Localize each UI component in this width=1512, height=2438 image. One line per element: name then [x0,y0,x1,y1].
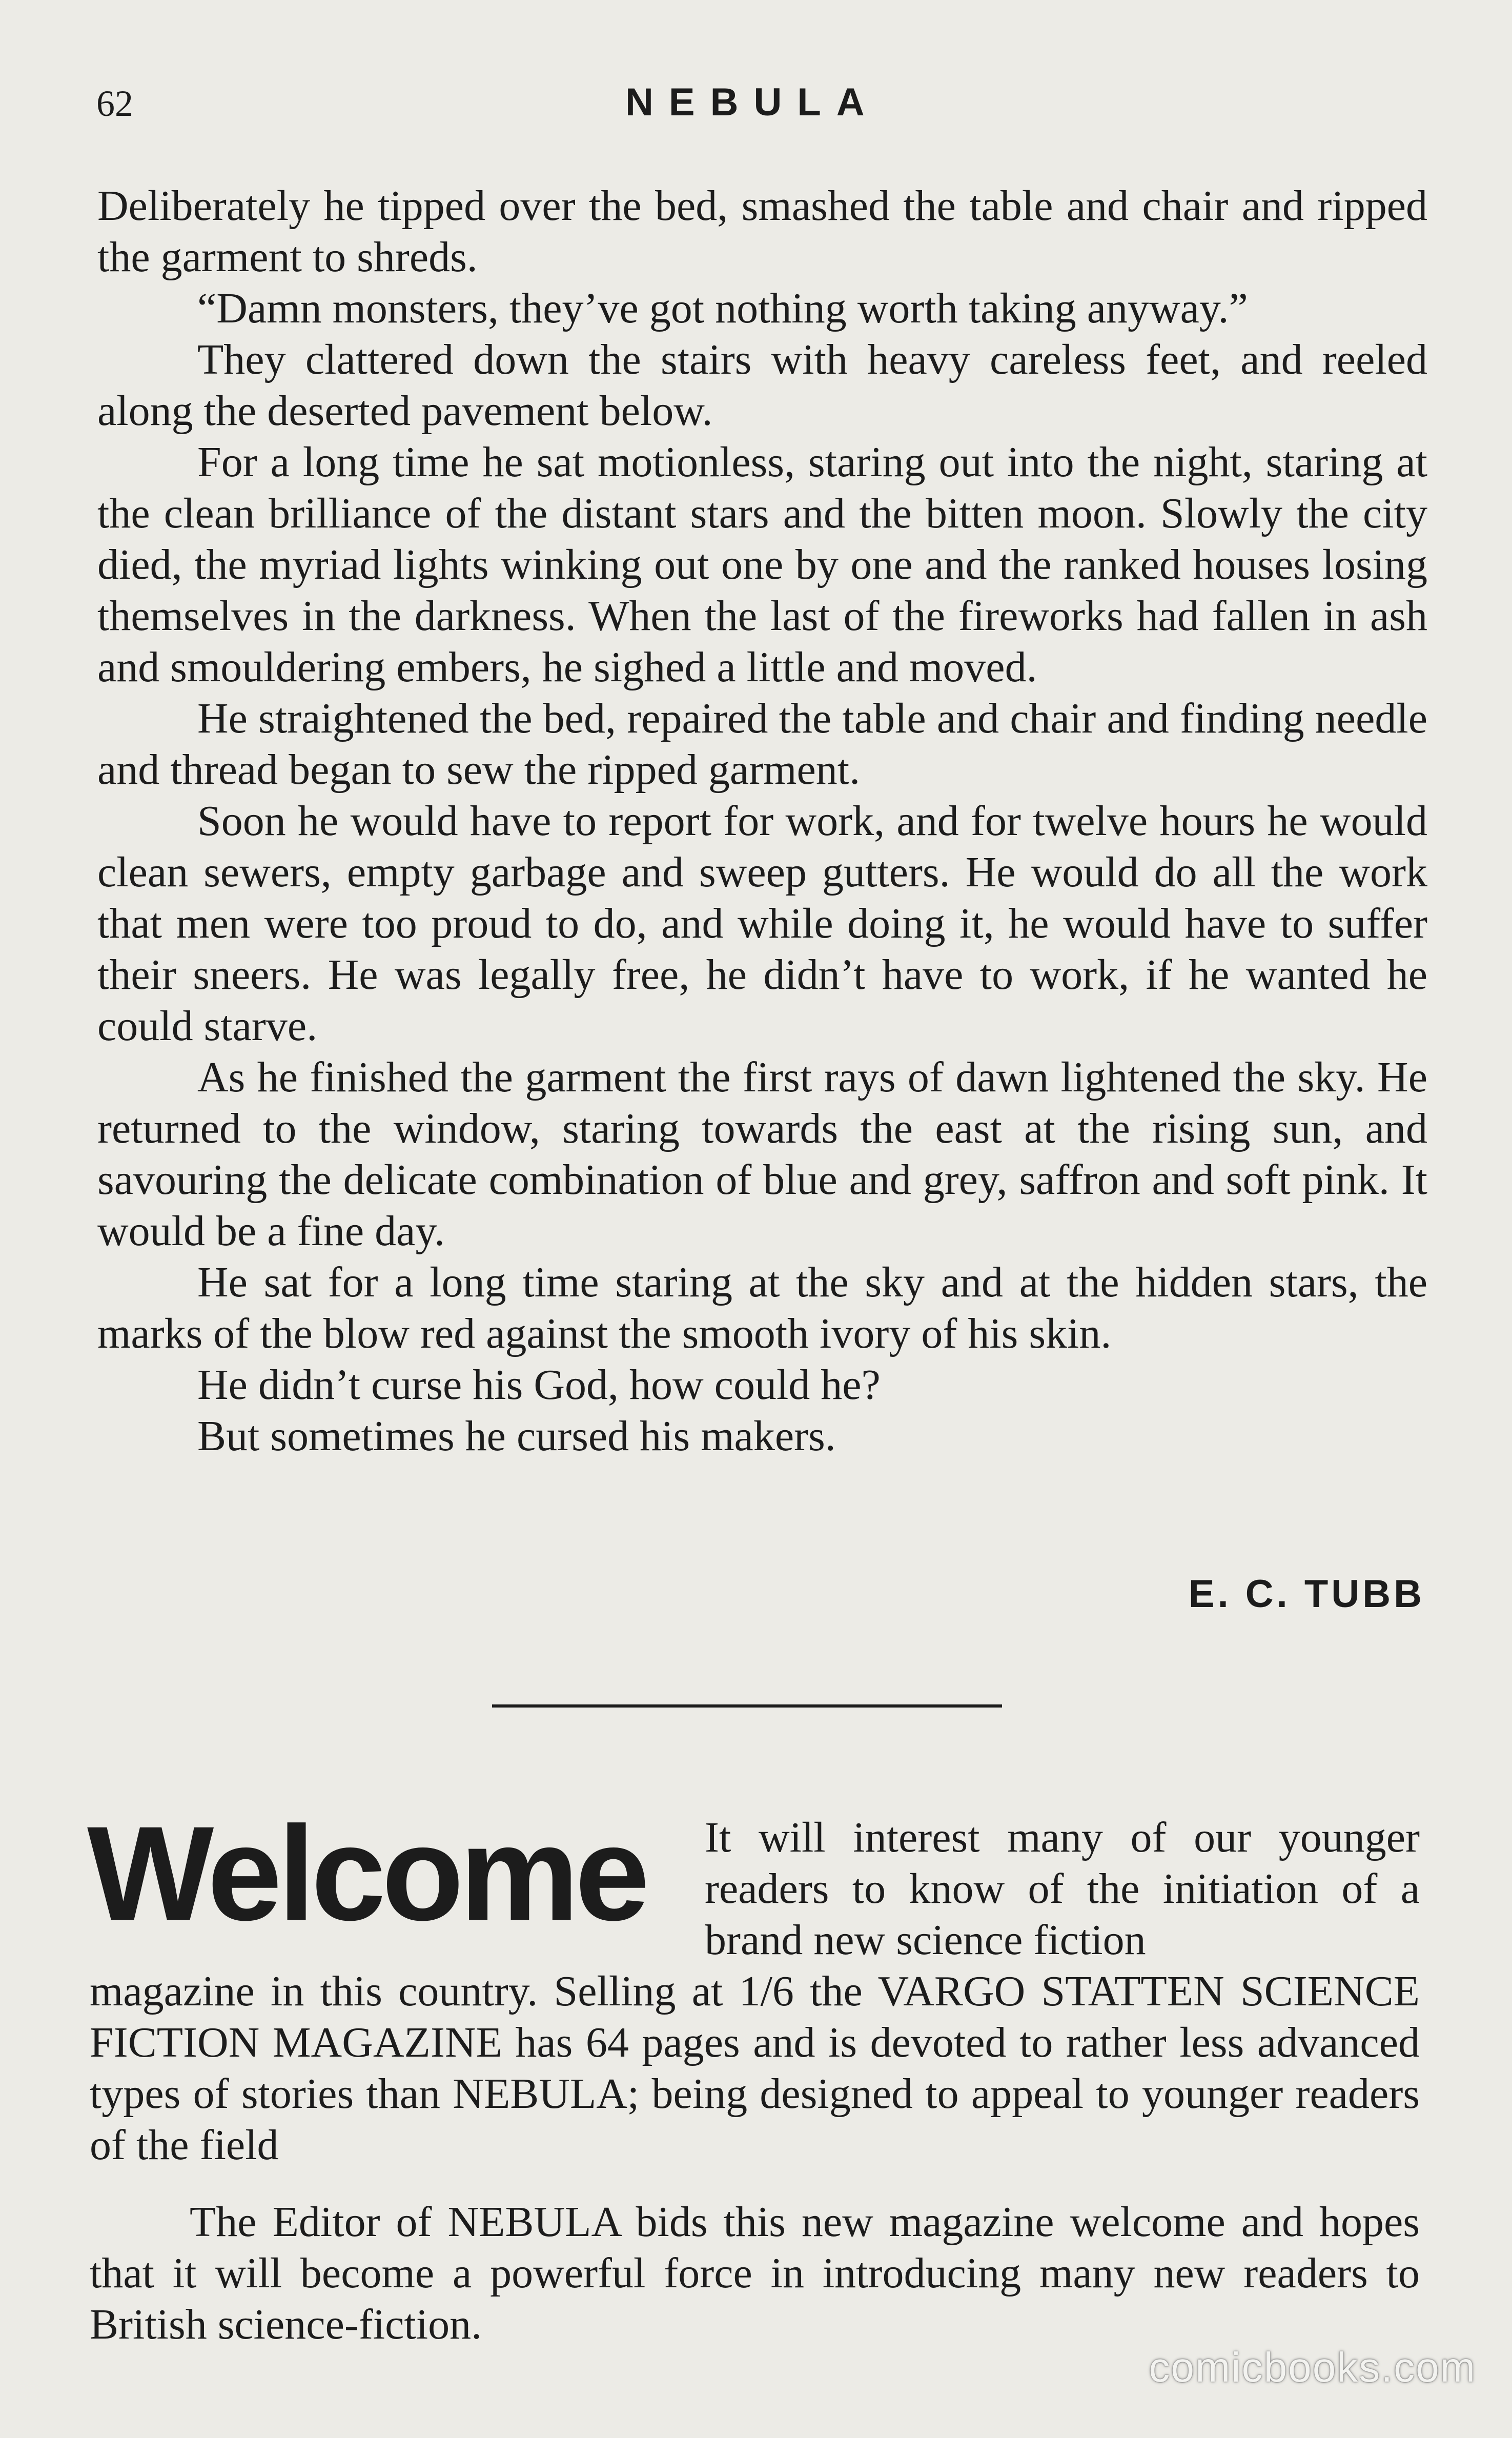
running-head-title: NEBULA [625,80,880,124]
notice-paragraph: magazine in this country. Selling at 1/6 the VARGO STATTEN SCIENCE FICTION MAGAZINE has 64 pages and is devoted to rather less advanced types of stories than NEBULA; being designed to appeal to younger readers of the field [90,1967,1420,2169]
notice-intro-text: It will interest many of our younger readers to know of the initiation of a brand new science fiction [705,1814,1420,1964]
welcome-heading: Welcome [87,1798,646,1948]
story-text [97,180,1427,1462]
page-number: 62 [96,83,133,124]
story-paragraph: He straightened the bed, repaired the table and chair and finding needle and thread began to sew the ripped garment. [97,695,1427,794]
story-paragraph: They clattered down the stairs with heavy careless feet, and reeled along the deserted pavement below. [97,336,1427,435]
story-paragraph: As he finished the garment the first rays of dawn lightened the sky. He returned to the window, staring towards the east at the rising sun, and savouring the delicate combination of blue and grey, saffron and soft pink. It would be a fine day. [97,1053,1427,1255]
story-paragraph: Deliberately he tipped over the bed, smashed the table and chair and ripped the garment to shreds. [97,182,1427,281]
story-paragraph: Soon he would have to report for work, and for twelve hours he would clean sewers, empty garbage and sweep gutters. He would do all the work that men were too proud to do, and while doing it, he would have to suffer their sneers. He was legally free, he didn’t have to work, if he wanted he could starve. [97,797,1427,1050]
story-paragraph: He sat for a long time staring at the sky and at the hidden stars, the marks of the blow red against the smooth ivory of his skin. [97,1258,1427,1357]
story-paragraph: For a long time he sat motionless, staring out into the night, staring at the clean brilliance of the distant stars and the bitten moon. Slowly the city died, the myriad lights winking out one by one and the ranked houses losing themselves in the darkness. When the last of the fireworks had fallen in ash and smouldering embers, he sighed a little and moved. [97,438,1427,691]
notice-paragraph: The Editor of NEBULA bids this new magazine welcome and hopes that it will become a powerful force in introducing many new readers to British science-fiction. [90,2198,1420,2348]
author-byline: E. C. TUBB [1188,1572,1425,1616]
story-paragraph: He didn’t curse his God, how could he? [197,1361,881,1409]
section-divider [492,1704,1002,1708]
notice-body [90,1966,1420,2350]
watermark-text: comicbooks.com [1149,2344,1476,2391]
story-paragraph: But sometimes he cursed his makers. [197,1412,836,1460]
story-paragraph: “Damn monsters, they’ve got nothing worth taking anyway.” [197,285,1248,332]
